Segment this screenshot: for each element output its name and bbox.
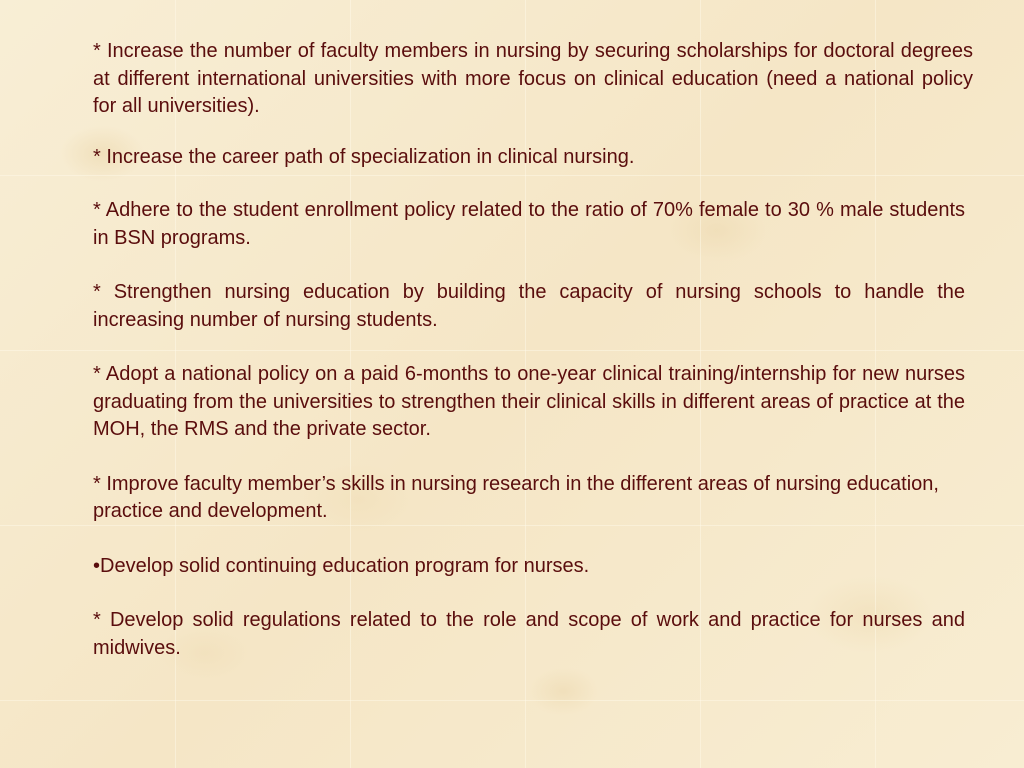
- bullet-career-path: * Increase the career path of specialization in clinical nursing.: [93, 145, 635, 168]
- bullet-continuing-education: •Develop solid continuing education program for nurses.: [93, 554, 590, 577]
- bullet-internship-policy: * Adopt a national policy on a paid 6-months to one-year clinical training/internship for new nurses graduating from the universities to strengthen their clinical skills in different areas of practice at the MOH, the RMS and the private sector.: [93, 363, 965, 440]
- bullet-enrollment-policy: * Adhere to the student enrollment policy related to the ratio of 70% female to 30 % male students in BSN programs.: [93, 199, 965, 249]
- bullet-strengthen-education: * Strengthen nursing education by building the capacity of nursing schools to handle the increasing number of nursing students.: [93, 281, 965, 331]
- bullet-faculty-research: * Improve faculty member’s skills in nursing research in the different areas of nursing education, practice and development.: [93, 472, 939, 522]
- texture-seam: [0, 700, 1024, 701]
- slide-body: [93, 38, 973, 662]
- bullet-regulations: * Develop solid regulations related to the role and scope of work and practice for nurses and midwives.: [93, 609, 965, 659]
- bullet-faculty-scholarships: * Increase the number of faculty members in nursing by securing scholarships for doctoral degrees at different international universities with more focus on clinical education (need a national policy for all universities).: [93, 40, 973, 117]
